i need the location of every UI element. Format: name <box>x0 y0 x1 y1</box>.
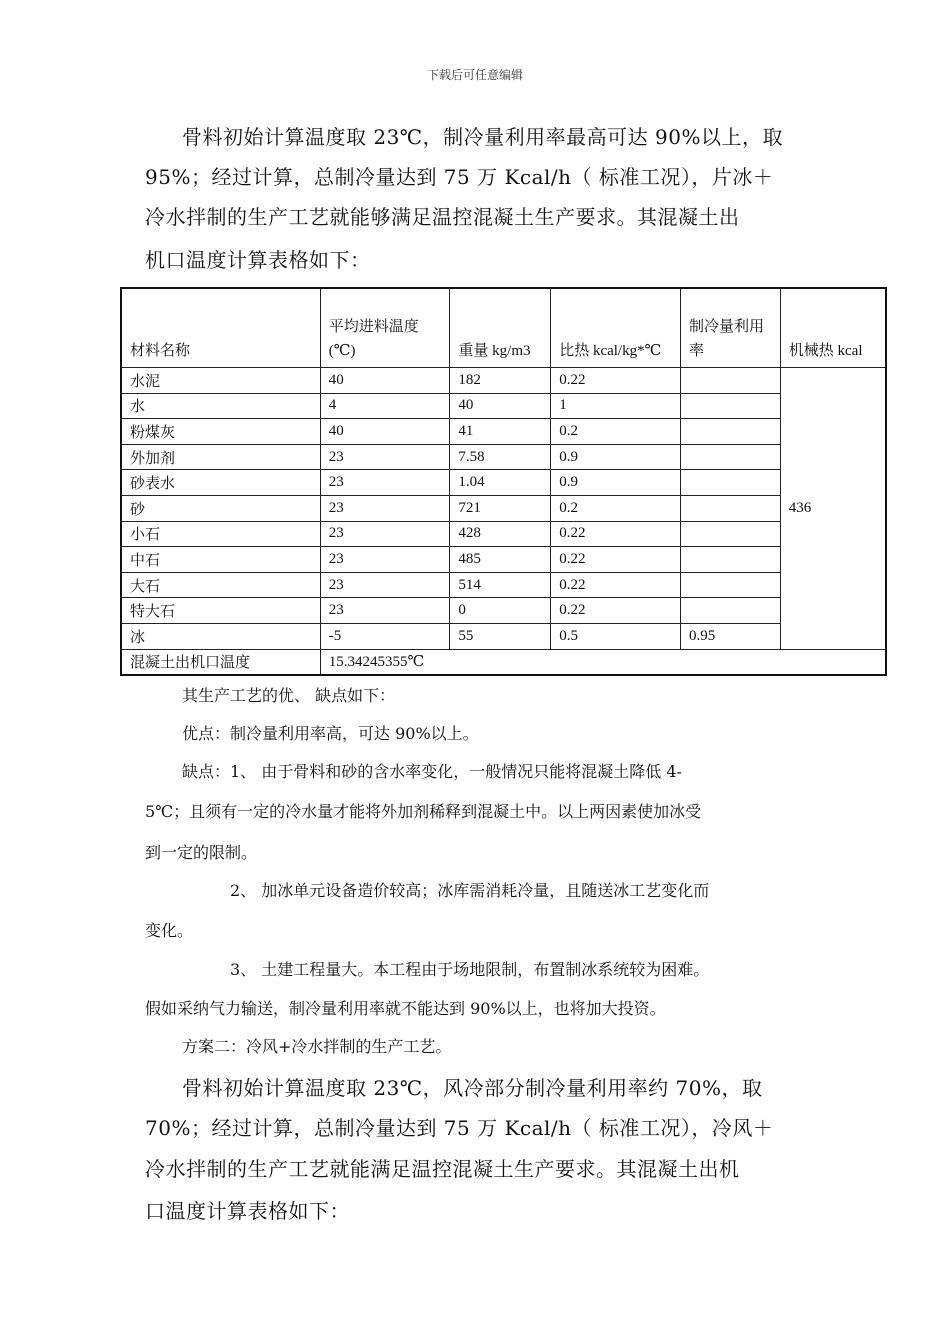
cell-weight: 41 <box>450 419 551 445</box>
cell-material: 小石 <box>121 521 320 547</box>
header-cooling-efficiency: 制冷量利用率 <box>681 288 781 368</box>
advantages: 优点：制冷量利用率高，可达 90%以上。 <box>182 724 479 743</box>
cell-temperature: 23 <box>320 470 450 496</box>
cell-temperature: 23 <box>320 495 450 521</box>
scheme2-line-3: 冷水拌制的生产工艺就能满足温控混凝土生产要求。其混凝土出机 <box>145 1157 740 1181</box>
intro-line-3: 冷水拌制的生产工艺就能够满足温控混凝土生产要求。其混凝土出 <box>145 205 740 229</box>
cell-material: 大石 <box>121 572 320 598</box>
cell-temperature: 23 <box>320 521 450 547</box>
cell-material: 中石 <box>121 547 320 573</box>
table-row <box>121 393 886 419</box>
header-mechanical-heat: 机械热 kcal <box>780 288 886 368</box>
cell-temperature: 23 <box>320 547 450 573</box>
cell-cooling-efficiency: 0.95 <box>681 623 781 649</box>
outlet-temperature-table <box>120 287 887 676</box>
cell-specific-heat: 0.2 <box>551 419 681 445</box>
scheme2-line-1: 骨料初始计算温度取 23℃，风冷部分制冷量利用率约 70%，取 <box>182 1076 763 1100</box>
cell-material: 砂 <box>121 495 320 521</box>
table-row <box>121 572 886 598</box>
cell-temperature: 23 <box>320 444 450 470</box>
table-header-row <box>121 288 886 368</box>
cell-specific-heat: 0.5 <box>551 623 681 649</box>
header-temperature: 平均进料温度(℃) <box>320 288 450 368</box>
cell-weight: 182 <box>450 368 551 394</box>
cell-specific-heat: 0.9 <box>551 444 681 470</box>
cell-specific-heat: 0.2 <box>551 495 681 521</box>
cell-specific-heat: 0.9 <box>551 470 681 496</box>
outlet-temperature-value: 15.34245355℃ <box>320 649 886 675</box>
table-row <box>121 495 886 521</box>
cell-mechanical-heat: 436 <box>780 368 886 650</box>
cell-weight: 428 <box>450 521 551 547</box>
cell-cooling-efficiency <box>681 444 781 470</box>
header-specific-heat: 比热 kcal/kg*℃ <box>551 288 681 368</box>
cell-cooling-efficiency <box>681 393 781 419</box>
cell-weight: 0 <box>450 598 551 624</box>
cell-specific-heat: 0.22 <box>551 572 681 598</box>
cell-material: 粉煤灰 <box>121 419 320 445</box>
scheme-two-title: 方案二：冷风+冷水拌制的生产工艺。 <box>182 1037 452 1056</box>
cell-specific-heat: 1 <box>551 393 681 419</box>
intro-line-4: 机口温度计算表格如下： <box>145 248 371 272</box>
header-weight: 重量 kg/m3 <box>450 288 551 368</box>
intro-line-2: 95%；经过计算，总制冷量达到 75 万 Kcal/h（ 标准工况），片冰＋ <box>145 165 774 189</box>
cell-cooling-efficiency <box>681 598 781 624</box>
disadvantage-1-line-2: 5℃；且须有一定的冷水量才能将外加剂稀释到混凝土中。以上两因素使加冰受 <box>145 802 702 821</box>
cell-temperature: 23 <box>320 598 450 624</box>
cell-specific-heat: 0.22 <box>551 521 681 547</box>
cell-weight: 7.58 <box>450 444 551 470</box>
disadvantage-1-line-1: 缺点：1、 由于骨料和砂的含水率变化，一般情况只能将混凝土降低 4- <box>182 762 682 781</box>
cell-cooling-efficiency <box>681 572 781 598</box>
cell-material: 冰 <box>121 623 320 649</box>
disadvantage-2-line-1: 2、 加冰单元设备造价较高；冰库需消耗冷量，且随送冰工艺变化而 <box>230 881 710 900</box>
outlet-temperature-label: 混凝土出机口温度 <box>121 649 320 675</box>
table-row <box>121 521 886 547</box>
intro-line-1: 骨料初始计算温度取 23℃，制冷量利用率最高可达 90%以上，取 <box>182 125 783 149</box>
scheme2-line-2: 70%；经过计算，总制冷量达到 75 万 Kcal/h（ 标准工况），冷风＋ <box>145 1116 774 1140</box>
header-material: 材料名称 <box>121 288 320 368</box>
disadvantage-2-line-2: 变化。 <box>145 921 194 940</box>
table-row <box>121 419 886 445</box>
cell-cooling-efficiency <box>681 470 781 496</box>
cell-temperature: 4 <box>320 393 450 419</box>
cell-cooling-efficiency <box>681 521 781 547</box>
cell-weight: 40 <box>450 393 551 419</box>
table-row <box>121 598 886 624</box>
cell-material: 水泥 <box>121 368 320 394</box>
cell-temperature: 40 <box>320 419 450 445</box>
cell-weight: 514 <box>450 572 551 598</box>
pros-cons-intro: 其生产工艺的优、 缺点如下： <box>182 686 396 705</box>
disadvantage-3-line-2: 假如采纳气力输送，制冷量利用率就不能达到 90%以上，也将加大投资。 <box>145 999 666 1018</box>
cell-weight: 485 <box>450 547 551 573</box>
cell-cooling-efficiency <box>681 495 781 521</box>
scheme2-line-4: 口温度计算表格如下： <box>145 1199 350 1223</box>
disadvantage-1-line-3: 到一定的限制。 <box>145 843 258 862</box>
cell-cooling-efficiency <box>681 547 781 573</box>
cell-weight: 55 <box>450 623 551 649</box>
cell-cooling-efficiency <box>681 419 781 445</box>
cell-cooling-efficiency <box>681 368 781 394</box>
table-row <box>121 623 886 649</box>
cell-weight: 721 <box>450 495 551 521</box>
cell-temperature: 23 <box>320 572 450 598</box>
disadvantage-3-line-1: 3、 土建工程量大。本工程由于场地限制，布置制冰系统较为困难。 <box>230 960 710 979</box>
cell-weight: 1.04 <box>450 470 551 496</box>
cell-specific-heat: 0.22 <box>551 368 681 394</box>
table-total-row <box>121 649 886 675</box>
cell-temperature: -5 <box>320 623 450 649</box>
cell-temperature: 40 <box>320 368 450 394</box>
cell-material: 特大石 <box>121 598 320 624</box>
table-row <box>121 470 886 496</box>
table-row <box>121 444 886 470</box>
page-header: 下载后可任意编辑 <box>426 68 523 82</box>
cell-specific-heat: 0.22 <box>551 547 681 573</box>
cell-material: 砂表水 <box>121 470 320 496</box>
table-row <box>121 368 886 394</box>
cell-material: 水 <box>121 393 320 419</box>
table-row <box>121 547 886 573</box>
cell-material: 外加剂 <box>121 444 320 470</box>
cell-specific-heat: 0.22 <box>551 598 681 624</box>
